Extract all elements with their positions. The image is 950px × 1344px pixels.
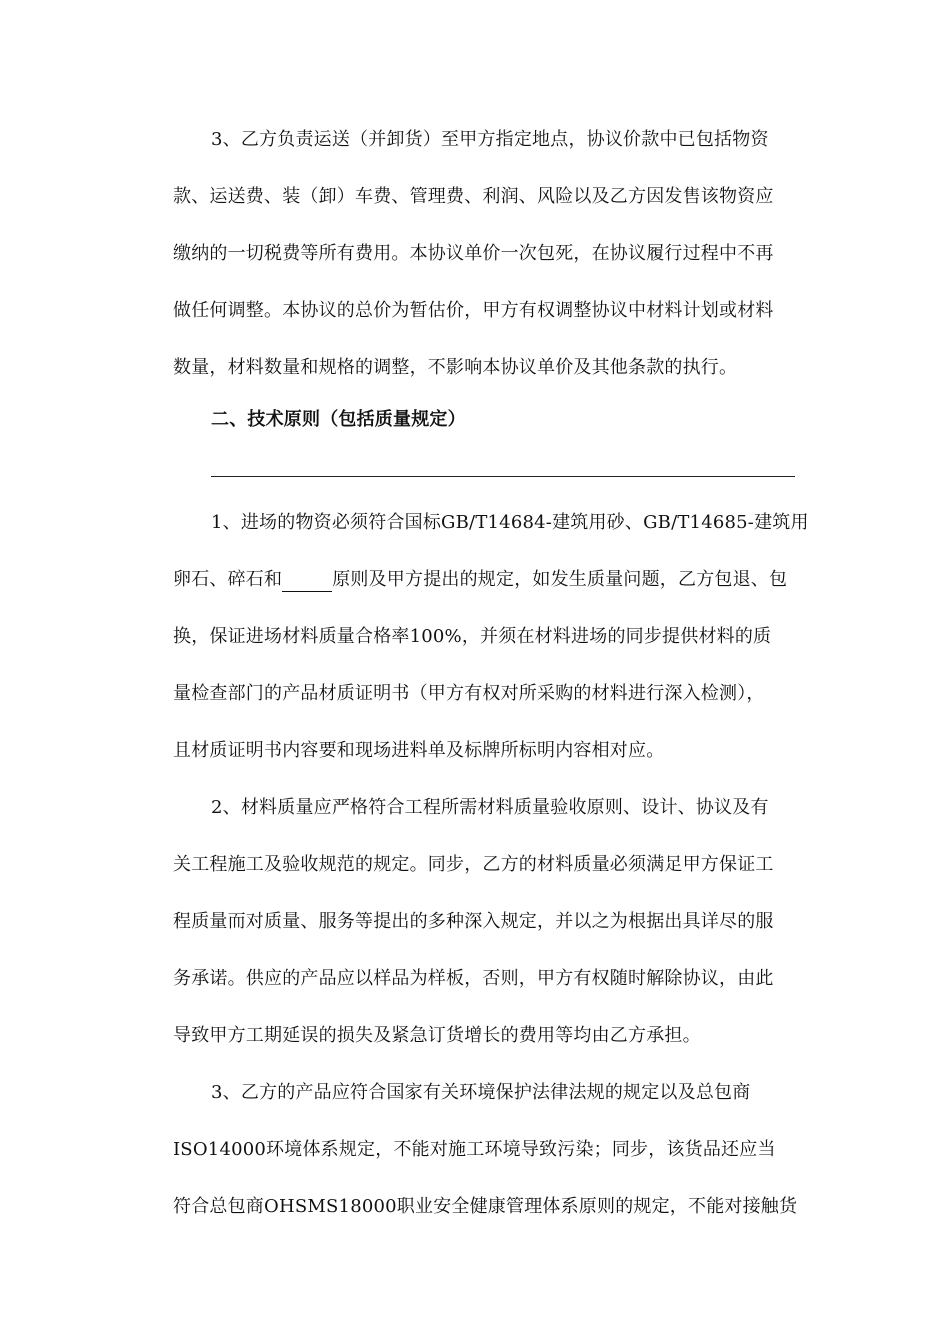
paragraph-line: 3、乙方负责运送（并卸货）至甲方指定地点，协议价款中已包括物资 [211,129,769,150]
paragraph-line: 关工程施工及验收规范的规定。同步，乙方的材料质量必须满足甲方保证工 [173,854,774,875]
paragraph-line: 量检查部门的产品材质证明书（甲方有权对所采购的材料进行深入检测）， [173,683,765,704]
paragraph-line: 务承诺。供应的产品应以样品为样板，否则，甲方有权随时解除协议，由此 [173,968,774,989]
paragraph-line: 导致甲方工期延误的损失及紧急订货增长的费用等均由乙方承担。 [173,1025,701,1046]
paragraph-line: 缴纳的一切税费等所有费用。本协议单价一次包死，在协议履行过程中不再 [173,243,774,264]
section-heading: 二、技术原则（包括质量规定） [211,409,466,430]
paragraph-line: 2、材料质量应严格符合工程所需材料质量验收原则、设计、协议及有 [211,797,769,818]
horizontal-rule [211,476,795,477]
paragraph-line [173,568,813,592]
paragraph-line: 换，保证进场材料质量合格率100%，并须在材料进场的同步提供材料的质 [173,626,772,647]
paragraph-line: 3、乙方的产品应符合国家有关环境保护法律法规的规定以及总包商 [211,1082,751,1103]
paragraph-line: 做任何调整。本协议的总价为暂估价，甲方有权调整协议中材料计划或材料 [173,300,774,321]
fill-in-blank [282,573,332,592]
paragraph-line: 数量，材料数量和规格的调整，不影响本协议单价及其他条款的执行。 [173,357,738,378]
paragraph-line: 且材质证明书内容要和现场进料单及标牌所标明内容相对应。 [173,740,665,761]
paragraph-line: 款、运送费、装（卸）车费、管理费、利润、风险以及乙方因发售该物资应 [173,186,774,207]
line-text-part: 原则及甲方提出的规定，如发生质量问题，乙方包退、包 [332,569,788,590]
line-text-part: 卵石、碎石和 [173,569,283,590]
paragraph-line: 符合总包商OHSMS18000职业安全健康管理体系原则的规定，不能对接触货 [173,1196,798,1217]
paragraph-line: 1、进场的物资必须符合国标GB/T14684-建筑用砂、GB/T14685-建筑用 [211,512,809,533]
paragraph-line: 程质量而对质量、服务等提出的多种深入规定，并以之为根据出具详尽的服 [173,911,774,932]
paragraph-line: ISO14000环境体系规定，不能对施工环境导致污染；同步，该货品还应当 [173,1139,776,1160]
